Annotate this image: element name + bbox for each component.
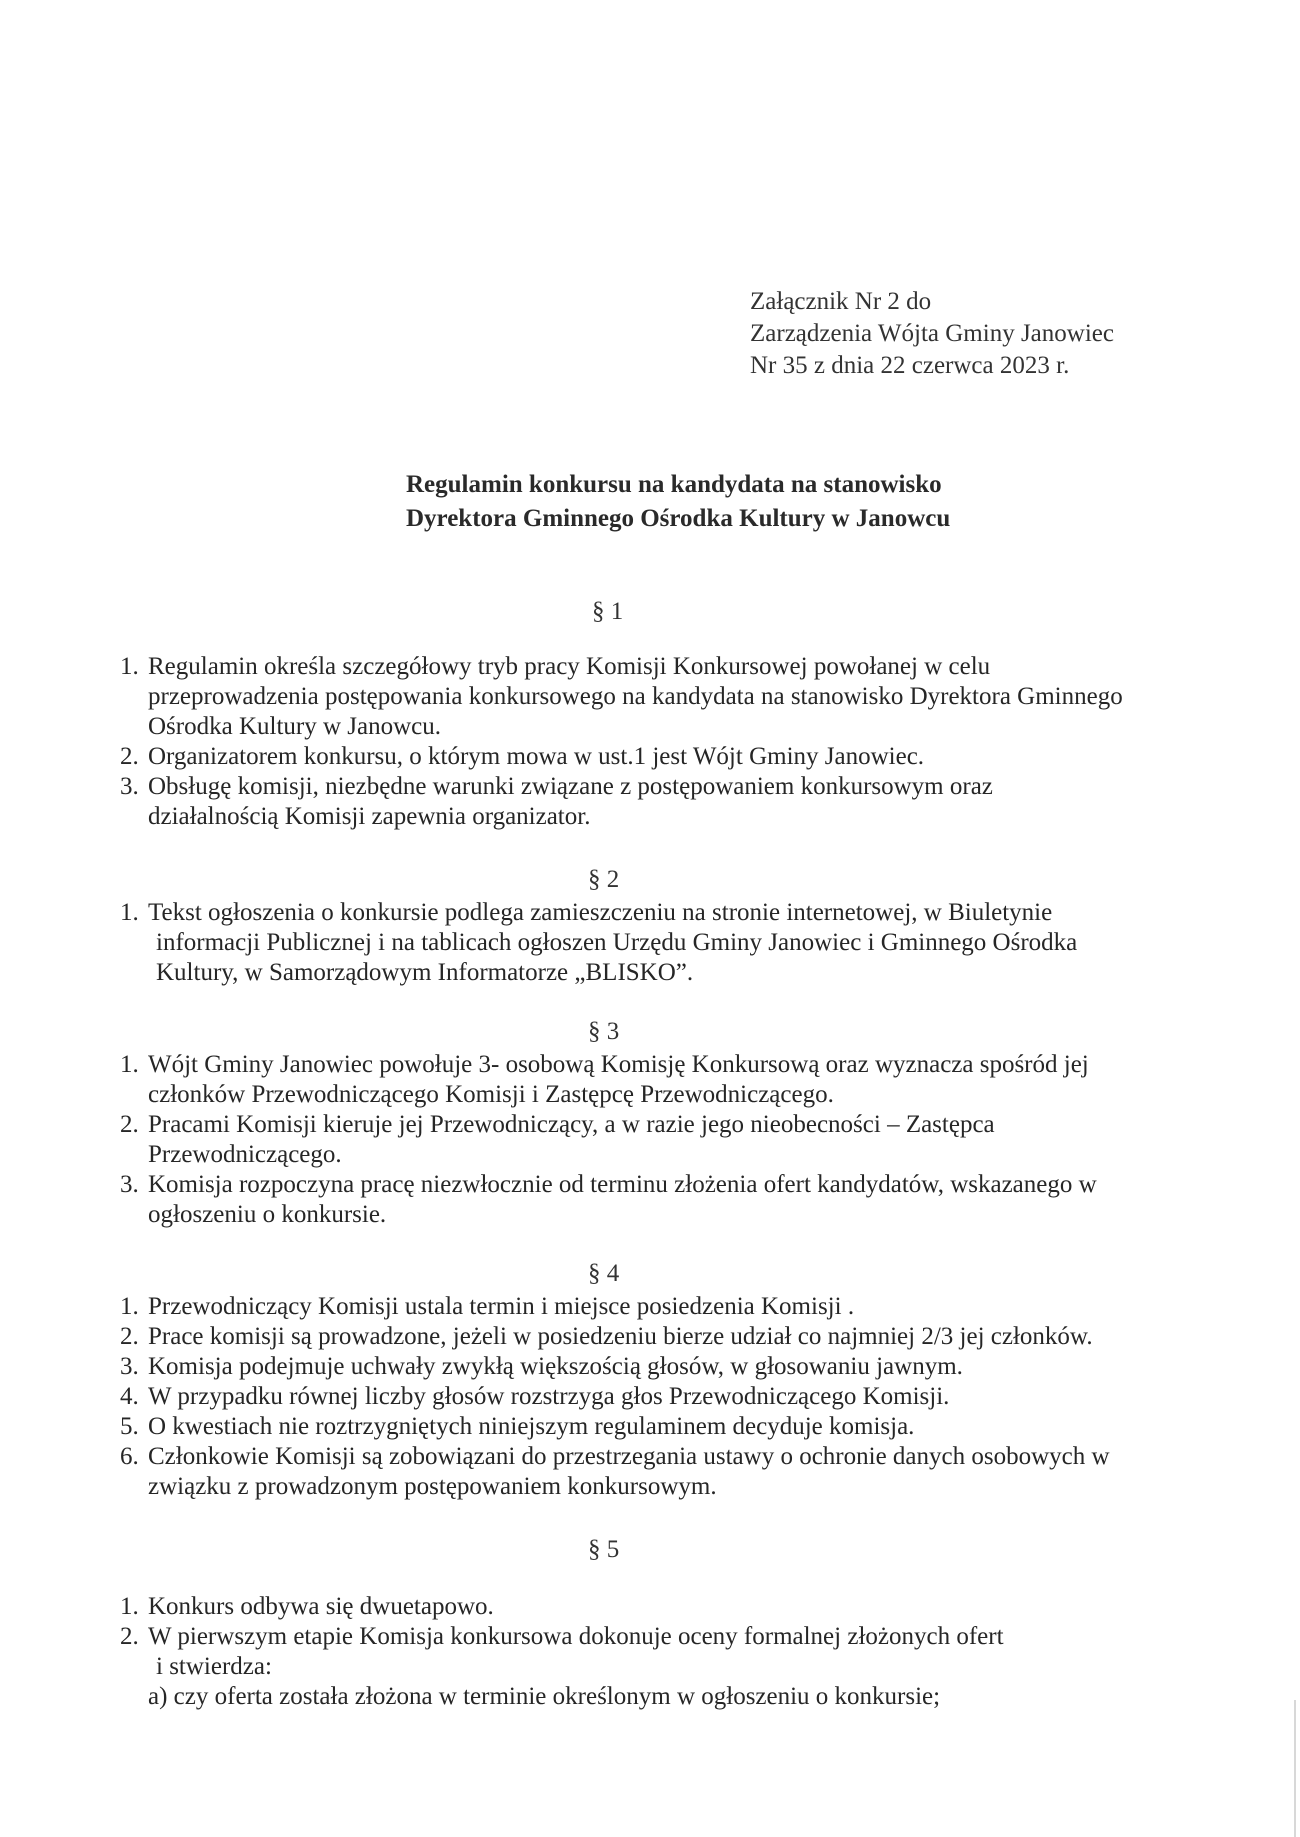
list-item: 2. Pracami Komisji kieruje jej Przewodniczący, a w razie jego nieobecności – Zastępca Przewodniczącego. xyxy=(120,1111,995,1168)
list-item: 2. W pierwszym etapie Komisja konkursowa dokonuje oceny formalnej złożonych ofert i stwierdza: xyxy=(120,1623,1004,1680)
list-item: 2. Prace komisji są prowadzone, jeżeli w posiedzeniu bierze udział co najmniej 2/3 jej członków. xyxy=(120,1323,1093,1350)
section-2-list xyxy=(120,898,1200,988)
list-item: 1. Przewodniczący Komisji ustala termin i miejsce posiedzenia Komisji . xyxy=(120,1293,855,1320)
section-5-mark: § 5 xyxy=(588,1536,620,1563)
section-3-mark: § 3 xyxy=(588,1018,620,1045)
list-item: 1. Tekst ogłoszenia o konkursie podlega zamieszczeniu na stronie internetowej, w Biuletynie informacji Publicznej i na tablicach ogłoszen Urzędu Gminy Janowiec i Gminnego Ośrodka Kultury, w Samorządowym Informatorze „BLISKO”. xyxy=(120,899,1078,986)
section-4-list xyxy=(120,1292,1200,1502)
section-5-list xyxy=(120,1592,1200,1682)
attachment-line-2: Zarządzenia Wójta Gminy Janowiec xyxy=(750,320,1114,347)
section-4-mark: § 4 xyxy=(588,1260,620,1287)
attachment-line-1: Załącznik Nr 2 do xyxy=(750,288,932,315)
section-3-list xyxy=(120,1050,1200,1230)
section-5-subitem-a: a) czy oferta została złożona w terminie określonym w ogłoszeniu o konkursie; xyxy=(148,1683,941,1710)
title-line-1: Regulamin konkursu na kandydata na stanowisko xyxy=(406,471,942,498)
list-item: 1. Konkurs odbywa się dwuetapowo. xyxy=(120,1593,494,1620)
list-item: 4. W przypadku równej liczby głosów rozstrzyga głos Przewodniczącego Komisji. xyxy=(120,1383,950,1410)
list-item: 3. Komisja rozpoczyna pracę niezwłocznie od terminu złożenia ofert kandydatów, wskazanego w ogłoszeniu o konkursie. xyxy=(120,1171,1097,1228)
scan-edge-shadow xyxy=(1294,1700,1296,1837)
title-line-2: Dyrektora Gminnego Ośrodka Kultury w Janowcu xyxy=(406,505,951,532)
section-1-list xyxy=(120,652,1200,832)
attachment-line-3: Nr 35 z dnia 22 czerwca 2023 r. xyxy=(750,352,1070,379)
list-item: 6. Członkowie Komisji są zobowiązani do przestrzegania ustawy o ochronie danych osobowych w związku z prowadzonym postępowaniem konkursowym. xyxy=(120,1443,1110,1500)
document-title xyxy=(406,468,950,536)
section-1-mark: § 1 xyxy=(592,598,624,625)
list-item: 5. O kwestiach nie roztrzygniętych niniejszym regulaminem decyduje komisja. xyxy=(120,1413,915,1440)
list-item: 1. Regulamin określa szczegółowy tryb pracy Komisji Konkursowej powołanej w celu przeprowadzenia postępowania konkursowego na kandydata na stanowisko Dyrektora Gminnego Ośrodka Kultury w Janowcu. xyxy=(120,653,1123,740)
list-item: 3. Komisja podejmuje uchwały zwykłą większością głosów, w głosowaniu jawnym. xyxy=(120,1353,963,1380)
list-item: 3. Obsługę komisji, niezbędne warunki związane z postępowaniem konkursowym oraz działalnością Komisji zapewnia organizator. xyxy=(120,773,993,830)
attachment-note xyxy=(750,286,1114,382)
section-2-mark: § 2 xyxy=(588,866,620,893)
list-item: 1. Wójt Gminy Janowiec powołuje 3- osobową Komisję Konkursową oraz wyznacza spośród jej członków Przewodniczącego Komisji i Zastępcę Przewodniczącego. xyxy=(120,1051,1089,1108)
list-item: 2. Organizatorem konkursu, o którym mowa w ust.1 jest Wójt Gminy Janowiec. xyxy=(120,743,925,770)
